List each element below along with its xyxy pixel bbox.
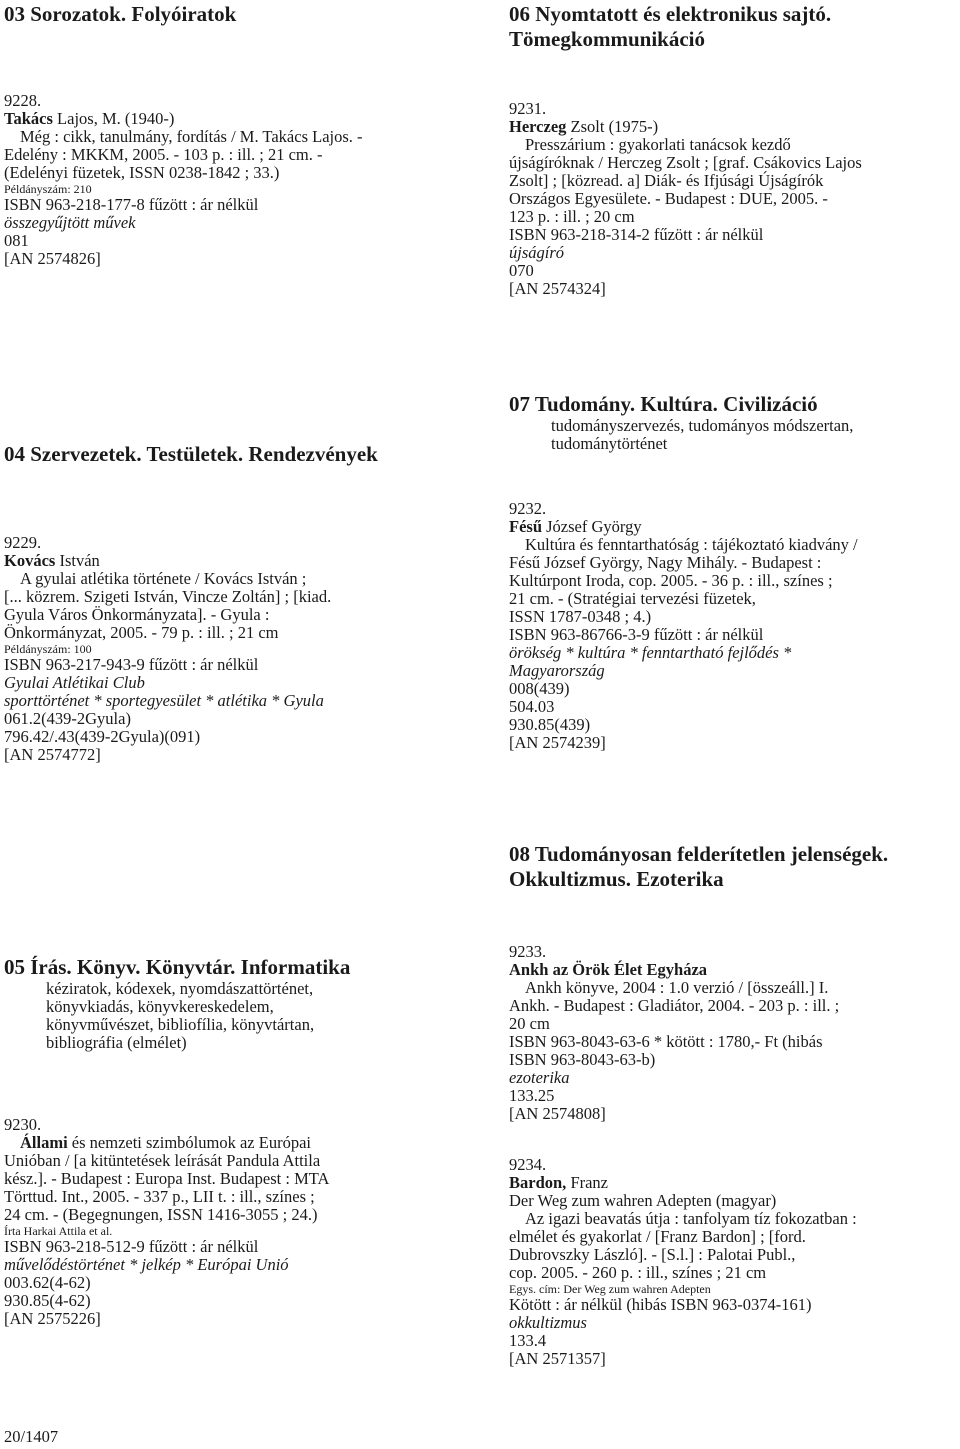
entry-isbn: ISBN 963-217-943-9 fűzött : ár nélkül [4,655,259,674]
entry-copies: Példányszám: 100 [4,642,92,656]
entry-desc-line: Gyula Város Önkormányzata]. - Gyula : [4,605,270,624]
entry-copies: Példányszám: 210 [4,182,92,196]
entry-subject: örökség * kultúra * fenntartható fejlődés * [509,643,792,662]
entry-isbn: ISBN 963-218-314-2 fűzött : ár nélkül [509,225,764,244]
entry-isbn: ISBN 963-86766-3-9 fűzött : ár nélkül [509,625,764,644]
entry-desc-line: 123 p. : ill. ; 20 cm [509,207,635,226]
entry-desc-line: 21 cm. - (Stratégiai tervezési füzetek, [509,589,756,608]
entry-subject: Gyulai Atlétikai Club [4,673,145,692]
entry-class: 133.4 [509,1331,547,1350]
entry-desc-line: ISSN 1787-0348 ; 4.) [509,607,652,626]
entry-title-line: Az igazi beavatás útja : tanfolyam tíz fokozatban : [525,1209,857,1228]
entry-an: [AN 2574324] [509,279,606,298]
entry-isbn: ISBN 963-8043-63-6 * kötött : 1780,- Ft (hibás [509,1032,823,1051]
entry-desc-line: cop. 2005. - 260 p. : ill., színes ; 21 cm [509,1263,767,1282]
entry-title-line: Még : cikk, tanulmány, fordítás / M. Takács Lajos. - [20,127,363,146]
entry-class: 070 [509,261,534,280]
section-04-heading: 04 Szervezetek. Testületek. Rendezvények [4,442,378,466]
section-06-heading: Tömegkommunikáció [509,27,706,51]
entry-subject: Magyarország [509,661,605,680]
entry-author: Kovács István [4,551,100,570]
section-05-subject: könyvkiadás, könyvkereskedelem, [46,997,274,1016]
entry-desc-line: újságíróknak / Herczeg Zsolt ; [graf. Csákovics Lajos [509,153,862,172]
entry-number: 9231. [509,99,547,118]
entry-number: 9229. [4,533,42,552]
entry-desc-line: Unióban / [a kitüntetések leírását Pandula Attila [4,1151,321,1170]
section-07 [509,392,853,453]
entry-class: 081 [4,231,29,250]
entry-author: Bardon, Franz [509,1173,609,1192]
entry-title-line: Ankh könyve, 2004 : 1.0 verzió / [összeáll.] I. [525,978,829,997]
entry-class: 003.62(4-62) [4,1273,91,1292]
section-07-subject: tudománytörténet [551,434,668,453]
section-05-heading: 05 Írás. Könyv. Könyvtár. Informatika [4,955,351,979]
entry-subject: okkultizmus [509,1313,587,1332]
entry-isbn: ISBN 963-218-512-9 fűzött : ár nélkül [4,1237,259,1256]
section-05-subject: kéziratok, kódexek, nyomdászattörténet, [46,979,314,998]
entry-9234 [509,1156,857,1368]
entry-desc-line: Zsolt] ; [közread. a] Diák- és Ifjúsági Újságírók [509,171,824,190]
entry-class: 930.85(439) [509,715,591,734]
entry-desc-line: Kultúrpont Iroda, cop. 2005. - 36 p. : ill., színes ; [509,571,833,590]
section-03-heading: 03 Sorozatok. Folyóiratok [4,2,237,26]
section-05 [4,955,350,1052]
section-08-heading: Okkultizmus. Ezoterika [509,867,724,891]
entry-desc-line: (Edelényi füzetek, ISSN 0238-1842 ; 33.) [4,163,280,182]
entry-9228 [4,92,363,268]
entry-desc-line: Edelény : MKKM, 2005. - 103 p. : ill. ; 21 cm. - [4,145,323,164]
entry-subject: ezoterika [509,1068,570,1087]
entry-number: 9232. [509,499,547,518]
entry-note: Írta Harkai Attila et al. [4,1224,113,1238]
entry-an: [AN 2574826] [4,249,101,268]
entry-9230 [4,1116,329,1328]
entry-desc-line: Önkormányzat, 2005. - 79 p. : ill. ; 21 cm [4,623,279,642]
entry-author: Állami és nemzeti szimbólumok az Európai [20,1133,311,1152]
entry-title-line: A gyulai atlétika története / Kovács István ; [20,569,307,588]
entry-desc-line: [... közrem. Szigeti István, Vincze Zoltán] ; [kiad. [4,587,332,606]
entry-9229 [4,534,331,764]
section-08 [509,842,888,892]
entry-number: 9234. [509,1155,547,1174]
entry-desc-line: elmélet és gyakorlat / [Franz Bardon] ; [ford. [509,1227,806,1246]
entry-an: [AN 2575226] [4,1309,101,1328]
entry-desc-line: kész.]. - Budapest : Europa Inst. Budapest : MTA [4,1169,330,1188]
entry-isbn: Kötött : ár nélkül (hibás ISBN 963-0374-161) [509,1295,812,1314]
section-08-heading: 08 Tudományosan felderítetlen jelenségek. [509,842,889,866]
section-06 [509,2,831,52]
section-06-heading: 06 Nyomtatott és elektronikus sajtó. [509,2,832,26]
entry-subject: sporttörténet * sportegyesület * atlétika * Gyula [4,691,324,710]
entry-class: 061.2(439-2Gyula) [4,709,131,728]
entry-desc-line: 20 cm [509,1014,550,1033]
entry-9233 [509,943,839,1123]
entry-subject: művelődéstörténet * jelkép * Európai Unió [4,1255,289,1274]
entry-class: 504.03 [509,697,555,716]
entry-an: [AN 2574772] [4,745,101,764]
entry-an: [AN 2571357] [509,1349,606,1368]
entry-desc-line: Országos Egyesülete. - Budapest : DUE, 2005. - [509,189,828,208]
entry-author: Fésű József György [509,517,642,536]
entry-author: Ankh az Örök Élet Egyháza [509,960,708,979]
entry-desc-line: 24 cm. - (Begegnungen, ISSN 1416-3055 ; 24.) [4,1205,318,1224]
section-05-subject: könyvművészet, bibliofília, könyvtártan, [46,1015,315,1034]
entry-author: Takács Lajos, M. (1940-) [4,109,175,128]
section-07-heading: 07 Tudomány. Kultúra. Civilizáció [509,392,818,416]
entry-desc-line: Ankh. - Budapest : Gladiátor, 2004. - 203 p. : ill. ; [509,996,840,1015]
entry-isbn: ISBN 963-8043-63-b) [509,1050,656,1069]
section-07-subject: tudományszervezés, tudományos módszertan, [551,416,854,435]
entry-an: [AN 2574239] [509,733,606,752]
entry-subject: összegyűjtött művek [4,213,136,232]
entry-author: Herczeg Zsolt (1975-) [509,117,659,136]
entry-9231 [509,100,862,298]
entry-isbn: ISBN 963-218-177-8 fűzött : ár nélkül [4,195,259,214]
entry-uniform-title: Der Weg zum wahren Adepten (magyar) [509,1191,777,1210]
entry-number: 9228. [4,91,42,110]
entry-number: 9230. [4,1115,42,1134]
entry-title-line: Kultúra és fenntarthatóság : tájékoztató kiadvány / [525,535,858,554]
entry-9232 [509,500,858,752]
entry-title-line: Presszárium : gyakorlati tanácsok kezdő [525,135,791,154]
entry-desc-line: Dubrovszky László]. - [S.l.] : Palotai Publ., [509,1245,796,1264]
entry-desc-line: Törttud. Int., 2005. - 337 p., LII t. : ill., színes ; [4,1187,315,1206]
entry-class: 930.85(4-62) [4,1291,91,1310]
section-05-subject: bibliográfia (elmélet) [46,1033,187,1052]
entry-class: 133.25 [509,1086,555,1105]
entry-an: [AN 2574808] [509,1104,606,1123]
page-number: 20/1407 [4,1427,59,1446]
entry-number: 9233. [509,942,547,961]
entry-note: Egys. cím: Der Weg zum wahren Adepten [509,1282,711,1296]
entry-subject: újságíró [509,243,565,262]
entry-desc-line: Fésű József György, Nagy Mihály. - Budapest : [509,553,822,572]
entry-class: 008(439) [509,679,570,698]
entry-class: 796.42/.43(439-2Gyula)(091) [4,727,201,746]
